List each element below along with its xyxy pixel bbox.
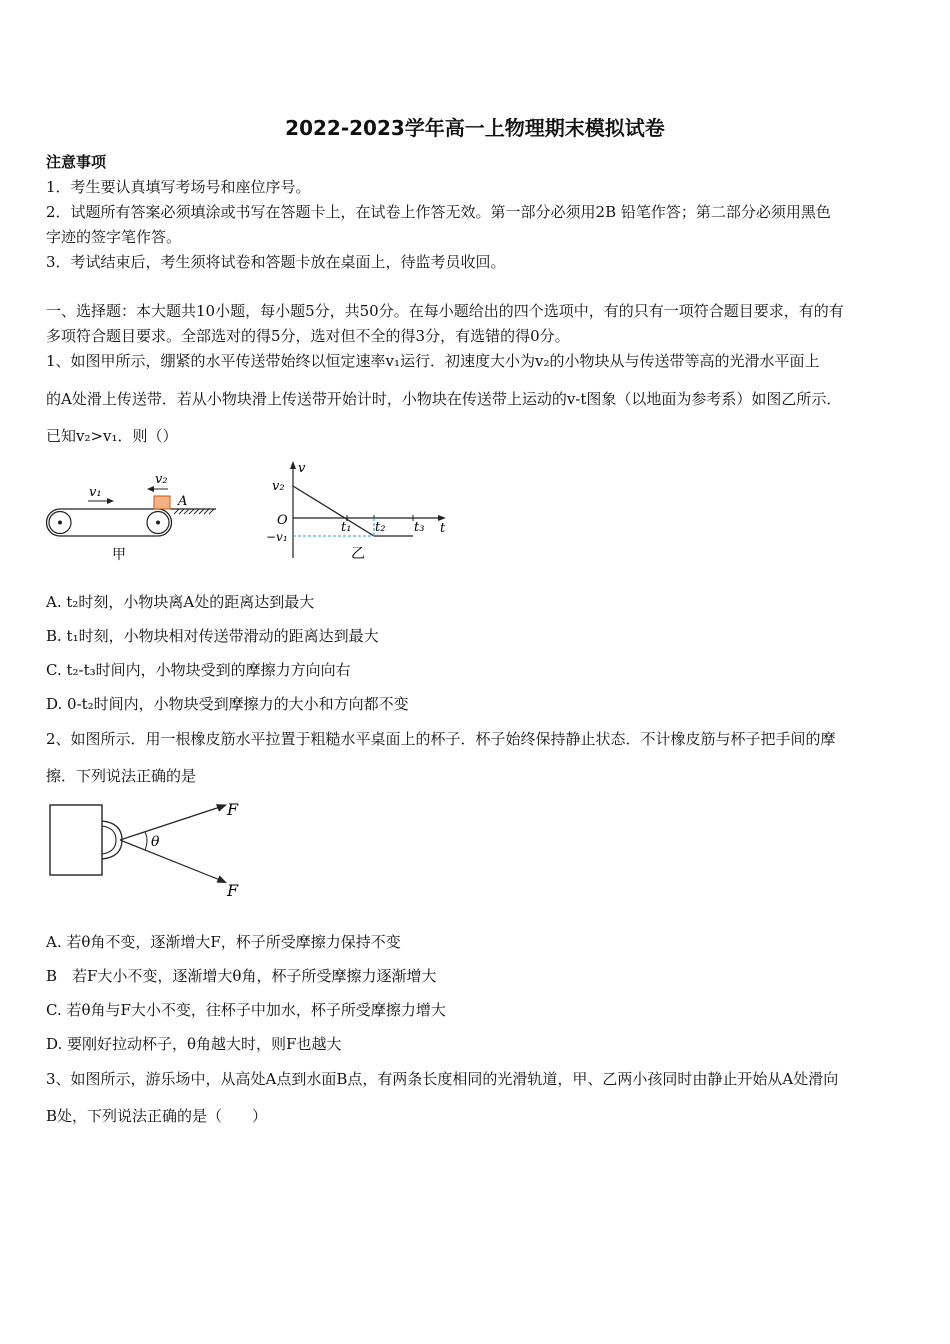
label-v-axis: v (298, 461, 306, 476)
q1-option-c[interactable]: C. t₂-t₃时间内，小物块受到的摩擦力方向向右 (46, 661, 351, 679)
cup-body (50, 805, 102, 875)
q1-stem-2: 的A处滑上传送带．若从小物块滑上传送带开始计时，小物块在传送带上运动的v-t图象（以地面为参考系）如图乙所示． (46, 390, 842, 408)
label-A: A (178, 494, 188, 509)
page-title: 2022-2023学年高一上物理期末模拟试卷 (285, 116, 665, 140)
q3-stem-2: B处，下列说法正确的是（ ） (46, 1107, 268, 1125)
arrow-icon (217, 876, 227, 884)
q1-stem-1: 1、如图甲所示，绷紧的水平传送带始终以恒定速率v₁运行．初速度大小为v₂的小物块从与传送带等高的光滑水平面上 (46, 352, 820, 370)
q2-option-b[interactable]: B 若F大小不变，逐渐增大θ角，杯子所受摩擦力逐渐增大 (46, 967, 437, 985)
vt-curve (293, 486, 413, 536)
q1-figure-vt-graph (262, 458, 457, 566)
caption-jia: 甲 (112, 547, 126, 563)
notice-item-3: 3．考试结束后，考生须将试卷和答题卡放在桌面上，待监考员收回。 (46, 253, 506, 271)
label-F-top: F (227, 800, 239, 819)
notice-heading: 注意事项 (46, 153, 107, 171)
notice-item-2: 2．试题所有答案必须填涂或书写在答题卡上，在试卷上作答无效。第一部分必须用2B 铅笔作答；第二部分必须用黑色 (46, 203, 831, 221)
q2-option-d[interactable]: D. 要刚好拉动杯子，θ角越大时，则F也越大 (46, 1035, 342, 1053)
force-lower (120, 840, 220, 880)
arrow-left-icon (147, 486, 154, 492)
label-theta: θ (151, 834, 160, 850)
force-upper (120, 807, 220, 840)
label-F-bottom: F (227, 881, 239, 900)
q2-figure-cup (44, 795, 249, 903)
q2-stem-1: 2、如图所示．用一根橡皮筋水平拉置于粗糙水平桌面上的杯子．杯子始终保持静止状态．不计橡皮筋与杯子把手间的摩 (46, 730, 836, 748)
label-t1: t₁ (341, 520, 352, 535)
arrow-icon (216, 804, 227, 811)
label-v2: v₂ (155, 472, 168, 487)
q1-option-b[interactable]: B. t₁时刻，小物块相对传送带滑动的距离达到最大 (46, 627, 379, 645)
q1-option-d[interactable]: D. 0-t₂时间内，小物块受到摩擦力的大小和方向都不变 (46, 695, 409, 713)
notice-item-1: 1．考生要认真填写考场号和座位序号。 (46, 178, 311, 196)
q1-stem-3: 已知v₂>v₁．则（） (46, 427, 178, 445)
label-v2-tick: v₂ (272, 479, 285, 494)
label-t-axis: t (440, 521, 446, 536)
q2-option-a[interactable]: A. 若θ角不变，逐渐增大F，杯子所受摩擦力保持不变 (46, 933, 401, 951)
q2-option-c[interactable]: C. 若θ角与F大小不变，往杯子中加水，杯子所受摩擦力增大 (46, 1001, 446, 1019)
q3-stem-1: 3、如图所示，游乐场中，从高处A点到水面B点，有两条长度相同的光滑轨道，甲、乙两小孩同时由静止开始从A处滑向 (46, 1070, 839, 1088)
label-t2: t₂ (375, 520, 386, 535)
q2-stem-2: 擦．下列说法正确的是 (46, 767, 197, 785)
section-instructions-1: 一、选择题：本大题共10小题，每小题5分，共50分。在每小题给出的四个选项中，有的只有一项符合题目要求，有的有 (46, 302, 844, 320)
label-origin: O (277, 513, 288, 528)
q1-option-a[interactable]: A. t₂时刻，小物块离A处的距离达到最大 (46, 593, 315, 611)
label-v1: v₁ (89, 485, 102, 500)
label-neg-v1: −v₁ (266, 530, 288, 544)
arrow-right-icon (107, 498, 114, 504)
caption-yi: 乙 (351, 546, 365, 562)
q1-figure-conveyor (40, 462, 230, 567)
notice-item-2-cont: 字迹的签字笔作答。 (46, 228, 182, 246)
block (154, 496, 170, 509)
section-instructions-2: 多项符合题目要求。全部选对的得5分，选对但不全的得3分，有选错的得0分。 (46, 327, 570, 345)
label-t3: t₃ (414, 520, 425, 535)
